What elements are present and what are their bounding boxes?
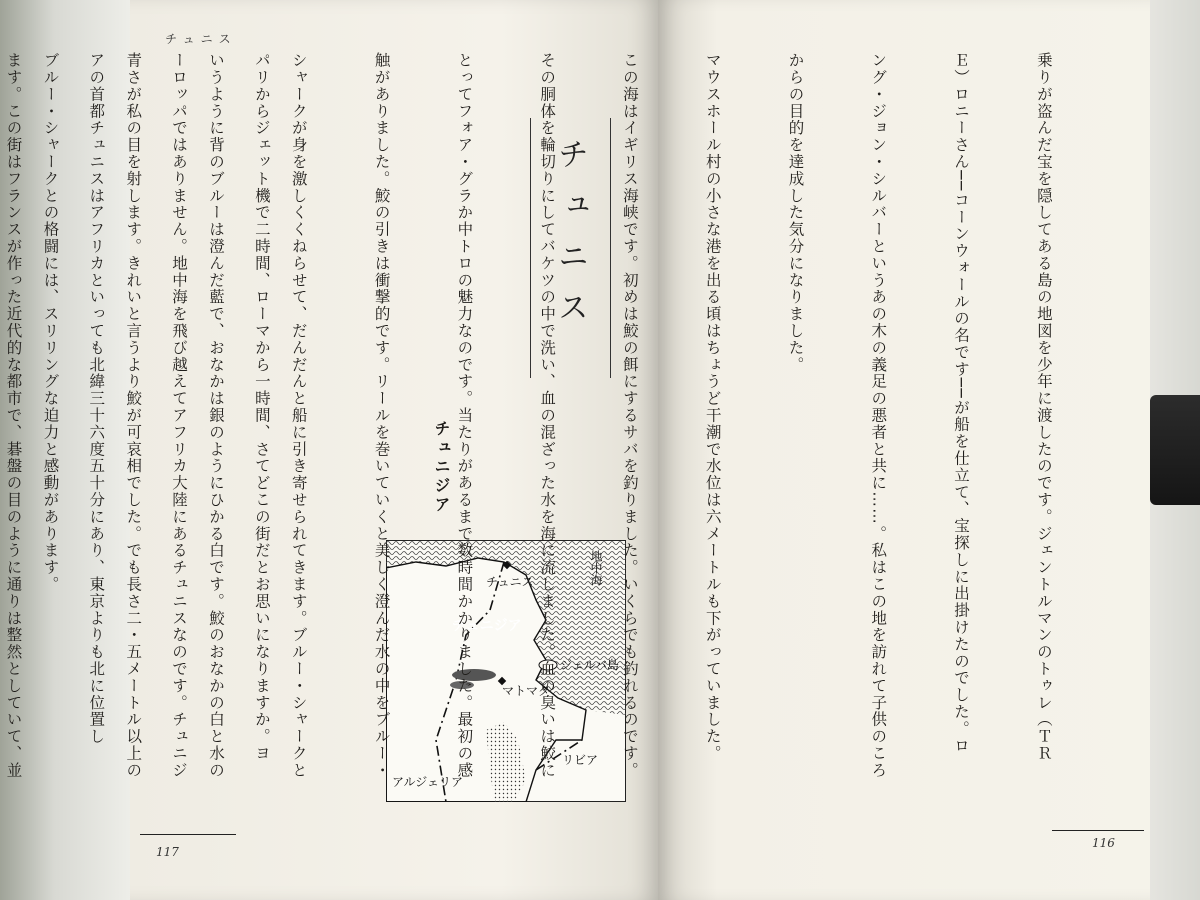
text-line: シャークが身を激しくくねらせて、だんだんと船に引き寄せられてきます。ブルー・シャークと	[289, 52, 308, 779]
text-line: パリからジェット機で二時間、ローマから一時間、さてどこの街だとお思いになりますか。ヨ	[252, 52, 271, 762]
map-label-tunisia: チュニジア	[452, 618, 522, 634]
text-line: この海はイギリス海峡です。初めは鮫の餌にするサバを釣りました。いくらでも釣れるのです。	[620, 52, 639, 779]
text-line: とってフォア・グラか中トロの魅力なのです。当たりがあるまで数時間かかりました。最初の感	[455, 52, 474, 779]
footer-rule-right	[1052, 830, 1144, 831]
text-line: からの目的を達成した気分になりました。	[786, 52, 805, 374]
page-number-right: 116	[1092, 836, 1115, 850]
map-label-djerba: ジェルバ島	[560, 658, 619, 672]
map-label-sea: 地中海	[589, 550, 603, 586]
map-label-algeria: アルジェリア	[392, 775, 463, 789]
text-line: その胴体を輪切りにしてバケツの中で洗い、血の混ざった水を海に流しました。血の臭いは鮫に	[538, 52, 557, 779]
text-line: 青さが私の目を射します。きれいと言うより鮫が可哀相でした。でも長さ二・五メートル以上の	[124, 52, 143, 779]
footer-rule-left	[140, 834, 236, 835]
text-line: いうように背のブルーは澄んだ藍で、おなかは銀のようにひかる白です。鮫のおなかの白と水の	[207, 52, 225, 779]
chapter-title: チュニス	[552, 138, 588, 342]
running-head: チュニス	[165, 32, 237, 46]
text-line: ます。この街はフランスが作った近代的な都市で、碁盤の目のように通りは整然としていて、並	[4, 52, 23, 779]
text-line: 乗りが盗んだ宝を隠してある島の地図を少年に渡したのです。ジェントルマンのトゥレ（ＴＲ	[1034, 52, 1053, 762]
text-line: アの首都チュニスはアフリカといっても北緯三十六度五十分にあり、東京よりも北に位置し	[87, 52, 106, 745]
text-line: マウスホール村の小さな港を出る頃はちょうど干潮で水位は六メートルも下がっていました。	[703, 52, 722, 762]
text-line: 触がありました。鮫の引きは衝撃的です。リールを巻いていくと美しく澄んだ水の中をブルー・	[372, 52, 391, 779]
dark-object	[1150, 395, 1200, 505]
right-body-text	[0, 52, 1112, 812]
text-line: Ｅ）ロニーさん──コーンウォールの名です──が船を仕立て、宝探しに出掛けたのでした。ロ	[952, 52, 971, 755]
map-label-matmata: マトマタ	[502, 684, 551, 698]
map-label-tunis: チュニス	[486, 575, 534, 589]
map-heading: チュニジア	[432, 420, 451, 515]
page-number-left: 117	[156, 845, 179, 859]
text-line: ーロッパではありません。地中海を飛び越えてアフリカ大陸にあるチュニスなのです。チュニジ	[170, 52, 189, 779]
text-line: ブルー・シャークとの格闘には、スリリングな迫力と感動があります。	[41, 52, 60, 593]
map-label-libya: リビア	[562, 753, 599, 767]
text-line: ング・ジョン・シルバーというあの木の義足の悪者と共に……。私はこの地を訪れて子供のころ	[869, 52, 888, 779]
